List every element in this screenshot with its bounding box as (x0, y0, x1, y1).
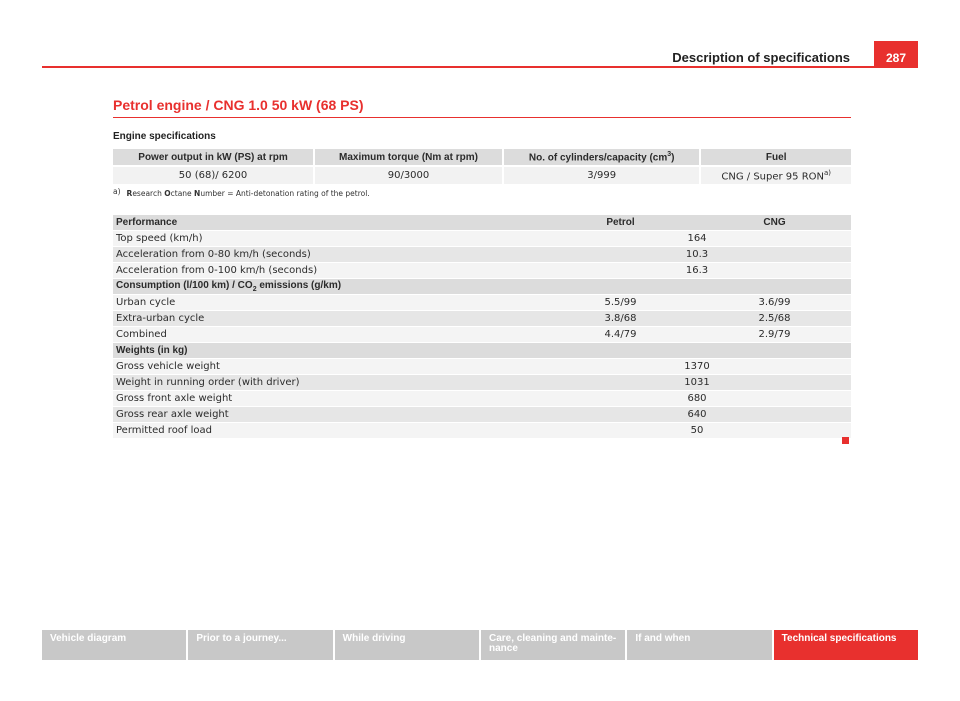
cylinders-header-close: ) (671, 152, 675, 164)
nav-while-driving[interactable]: While driving (335, 630, 479, 660)
table-row (113, 263, 851, 279)
consumption-heading (113, 279, 851, 295)
consumption-heading-suffix: emissions (g/km) (256, 280, 342, 291)
torque-header: Maximum torque (Nm at rpm) (314, 149, 503, 166)
power-value: 50 (68)/ 6200 (113, 166, 314, 184)
section-end-marker (842, 437, 849, 444)
footnote-mark: a) (113, 187, 121, 196)
acc80-label: Acceleration from 0-80 km/h (seconds) (113, 247, 543, 263)
consumption-heading-prefix: Consumption (l/100 km) / CO (116, 280, 253, 291)
table-row (113, 247, 851, 263)
footnote (113, 189, 370, 198)
nav-if-and-when[interactable]: If and when (627, 630, 771, 660)
cylinders-header (503, 149, 700, 166)
urban-cng: 3.6/99 (698, 295, 851, 311)
extra-urban-cng: 2.5/68 (698, 311, 851, 327)
footnote-r-rest: esearch (132, 189, 165, 198)
acc80-value: 10.3 (543, 247, 851, 263)
combined-label: Combined (113, 327, 543, 343)
fuel-value-text: CNG / Super 95 RON (721, 171, 824, 183)
fuel-value (700, 166, 851, 184)
header-title: Description of specifications (672, 50, 850, 65)
page-number: 287 (874, 41, 918, 68)
co2-subscript: 2 (252, 286, 257, 293)
section-title: Petrol engine / CNG 1.0 50 kW (68 PS) (113, 97, 364, 113)
nav-technical-specifications[interactable]: Technical specifications (774, 630, 918, 660)
table-row (113, 391, 851, 407)
table-row (113, 423, 851, 439)
table-row (113, 311, 851, 327)
engine-specs-heading: Engine specifications (113, 131, 216, 142)
section-rule (113, 117, 851, 118)
acc100-value: 16.3 (543, 263, 851, 279)
torque-value: 90/3000 (314, 166, 503, 184)
table-row (113, 295, 851, 311)
power-header: Power output in kW (PS) at rpm (113, 149, 314, 166)
gross-vehicle-label: Gross vehicle weight (113, 359, 543, 375)
performance-header: Performance (113, 215, 543, 231)
cylinders-header-text: No. of cylinders/capacity (cm (528, 152, 668, 164)
fuel-footnote-ref: a) (824, 168, 832, 177)
nav-prior-to-journey[interactable]: Prior to a journey... (188, 630, 332, 660)
engine-specs-table (113, 149, 851, 184)
acc100-label: Acceleration from 0-100 km/h (seconds) (113, 263, 543, 279)
extra-urban-label: Extra-urban cycle (113, 311, 543, 327)
gross-vehicle-value: 1370 (543, 359, 851, 375)
table-row (113, 327, 851, 343)
chapter-nav (42, 630, 918, 660)
rear-axle-value: 640 (543, 407, 851, 423)
top-speed-value: 164 (543, 231, 851, 247)
footnote-o: O (164, 189, 171, 198)
roof-load-value: 50 (543, 423, 851, 439)
table-row (113, 231, 851, 247)
urban-petrol: 5.5/99 (543, 295, 698, 311)
cng-header: CNG (698, 215, 851, 231)
front-axle-label: Gross front axle weight (113, 391, 543, 407)
nav-vehicle-diagram[interactable]: Vehicle diagram (42, 630, 186, 660)
running-order-value: 1031 (543, 375, 851, 391)
perf-header-row (113, 215, 851, 231)
combined-cng: 2.9/79 (698, 327, 851, 343)
engine-table-row (113, 166, 851, 184)
header-rule (42, 66, 874, 68)
petrol-header: Petrol (543, 215, 698, 231)
footnote-n-rest: umber = Anti-detonation rating of the petrol. (200, 189, 370, 198)
footnote-o-rest: ctane (170, 189, 195, 198)
table-row (113, 375, 851, 391)
extra-urban-petrol: 3.8/68 (543, 311, 698, 327)
performance-table (113, 215, 851, 439)
table-row (113, 407, 851, 423)
front-axle-value: 680 (543, 391, 851, 407)
fuel-header: Fuel (700, 149, 851, 166)
combined-petrol: 4.4/79 (543, 327, 698, 343)
cylinders-value: 3/999 (503, 166, 700, 184)
engine-table-header-row (113, 149, 851, 166)
nav-care-cleaning[interactable]: Care, cleaning and mainte- nance (481, 630, 625, 660)
rear-axle-label: Gross rear axle weight (113, 407, 543, 423)
roof-load-label: Permitted roof load (113, 423, 543, 439)
urban-label: Urban cycle (113, 295, 543, 311)
weights-heading-row (113, 343, 851, 359)
cylinders-header-sup: 3 (667, 150, 672, 158)
table-row (113, 359, 851, 375)
top-speed-label: Top speed (km/h) (113, 231, 543, 247)
footnote-r: R (126, 189, 133, 198)
footnote-n: N (194, 189, 201, 198)
running-order-label: Weight in running order (with driver) (113, 375, 543, 391)
weights-heading: Weights (in kg) (113, 343, 851, 359)
consumption-heading-row (113, 279, 851, 295)
